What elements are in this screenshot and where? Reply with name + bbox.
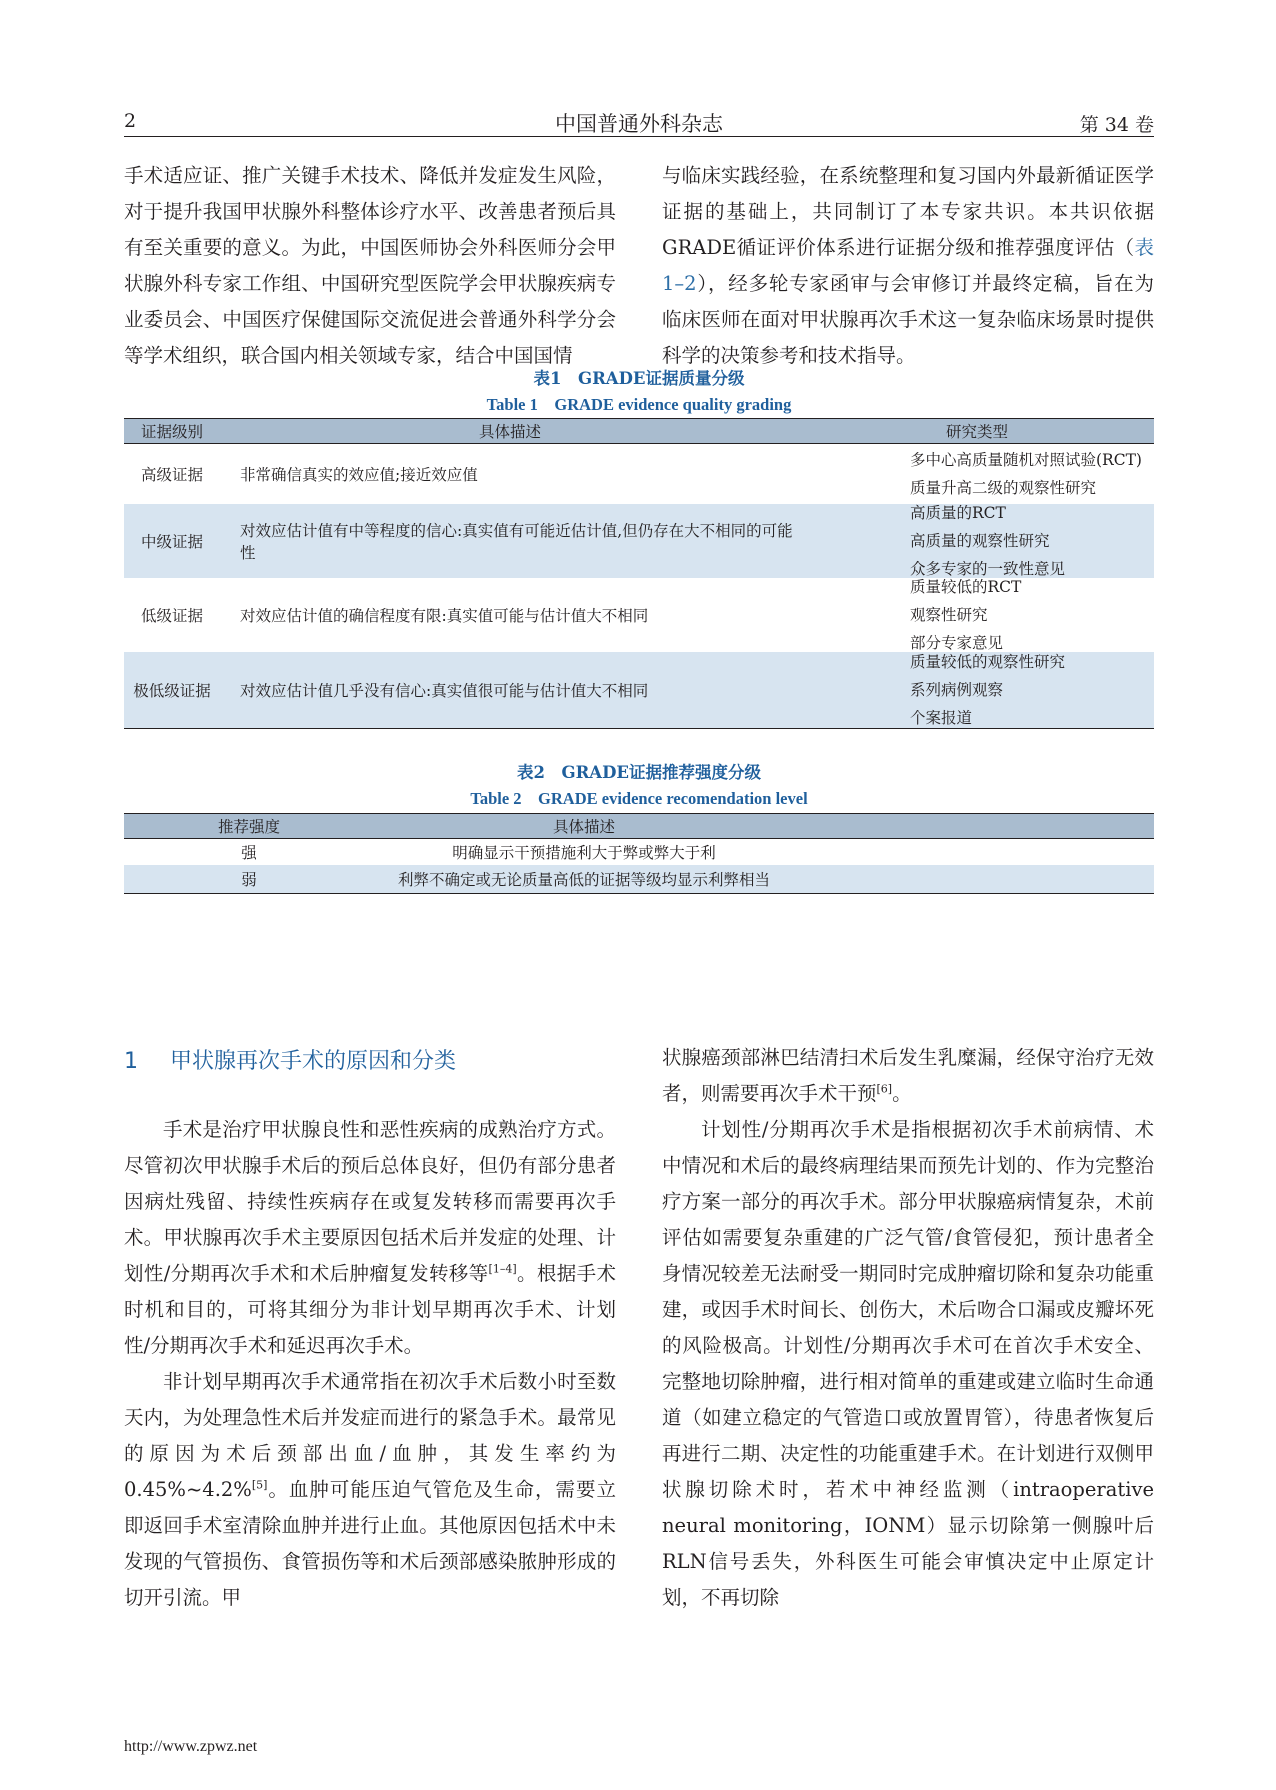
table1-header-level: 证据级别 <box>140 423 203 441</box>
table1-desc: 非常确信真实的效应值;接近效应值 <box>240 466 478 484</box>
body-text: 。根据手术时机和目的，可将其细分为非计划早期再次手术、计划性/分期再次手术和延迟再次手术。 <box>124 1262 616 1357</box>
table2-header-desc: 具体描述 <box>552 818 615 836</box>
table-reference-link[interactable]: 表1–2 <box>662 236 1154 295</box>
table2-desc: 利弊不确定或无论质量高低的证据等级均显示利弊相当 <box>397 871 770 889</box>
page-number: 2 <box>124 110 137 132</box>
intro-text-end: ），经多轮专家函审与会审修订并最终定稿，旨在为临床医师在面对甲状腺再次手术这一复杂临床场景时提供科学的决策参考和技术指导。 <box>662 272 1154 367</box>
table1-header-row <box>124 418 1154 444</box>
table2-strength: 强 <box>241 844 257 862</box>
table2-strength: 弱 <box>241 871 257 889</box>
body-text: 。 <box>892 1082 912 1105</box>
table-row <box>124 865 1154 893</box>
citation[interactable]: [1–4] <box>488 1262 517 1276</box>
table1-caption-cn: 表1 GRADE证据质量分级 <box>533 369 745 388</box>
table-row <box>124 839 1154 865</box>
table1-bottom-rule <box>124 728 1154 729</box>
intro-right-paragraph <box>662 158 1154 374</box>
table1-types <box>910 652 1154 728</box>
table1-type-item: 观察性研究 <box>910 606 988 624</box>
body-paragraph: 计划性/分期再次手术是指根据初次手术前病情、术中情况和术后的最终病理结果而预先计划的、作为完整治疗方案一部分的再次手术。部分甲状腺癌病情复杂，术前评估如需要复杂重建的广泛气管/食管侵犯，预计患者全身情况较差无法耐受一期同时完成肿瘤切除和复杂功能重建，或因手术时间长、创伤大，术后吻合口漏或皮瓣坏死的风险极高。计划性/分期再次手术可在首次手术安全、完整地切除肿瘤，进行相对简单的重建或建立临时生命通道（如建立稳定的气管造口或放置胃管），待患者恢复后再进行二期、决定性的功能重建手术。在计划进行双侧甲状腺切除术时，若术中神经监测（intraoperative neural monitoring，IONM）显示切除第一侧腺叶后RLN信号丢失，外科医生可能会审慎决定中止原定计划，不再切除 <box>662 1118 1154 1609</box>
body-paragraph <box>124 1112 616 1364</box>
table2-caption-en: Table 2 GRADE evidence recomendation level <box>470 789 808 808</box>
table1-level: 极低级证据 <box>133 682 211 700</box>
table1-type-item: 质量升高二级的观察性研究 <box>910 479 1097 497</box>
table1-type-item: 质量较低的观察性研究 <box>910 653 1066 671</box>
table1-header-type: 研究类型 <box>945 423 1008 441</box>
table1-type-item: 个案报道 <box>910 709 973 727</box>
table1-type-item: 系列病例观察 <box>910 681 1004 699</box>
table2-header-row <box>124 813 1154 839</box>
table1-level: 高级证据 <box>140 466 203 484</box>
volume-label: 第 34 卷 <box>1079 114 1154 136</box>
body-text: 非计划早期再次手术通常指在初次手术后数小时至数天内，为处理急性术后并发症而进行的紧急手术。最常见的原因为术后颈部出血/血肿，其发生率约为0.45%~4.2% <box>124 1370 616 1501</box>
section-title: 甲状腺再次手术的原因和分类 <box>170 1049 457 1074</box>
table-row <box>124 504 1154 578</box>
section-number: 1 <box>124 1049 138 1074</box>
footer-url[interactable]: http://www.zpwz.net <box>124 1738 258 1755</box>
body-right-column <box>662 1040 1154 1616</box>
table-row <box>124 444 1154 504</box>
table-row <box>124 578 1154 652</box>
intro-left-paragraph: 手术适应证、推广关键手术技术、降低并发症发生风险，对于提升我国甲状腺外科整体诊疗水平、改善患者预后具有至关重要的意义。为此，中国医师协会外科医师分会甲状腺外科专家工作组、中国研究型医院学会甲状腺疾病专业委员会、中国医疗保健国际交流促进会普通外科学分会等学术组织，联合国内相关领域专家，结合中国国情 <box>124 164 616 367</box>
body-text: 手术是治疗甲状腺良性和恶性疾病的成熟治疗方式。尽管初次甲状腺手术后的预后总体良好，但仍有部分患者因病灶残留、持续性疾病存在或复发转移而需要再次手术。甲状腺再次手术主要原因包括术后并发症的处理、计划性/分期再次手术和术后肿瘤复发转移等 <box>124 1118 616 1285</box>
table1-types <box>910 578 1154 652</box>
table1-level: 中级证据 <box>140 533 203 551</box>
table1-types <box>910 504 1154 578</box>
intro-left-column <box>124 158 616 374</box>
intro-text: 与临床实践经验，在系统整理和复习国内外最新循证医学证据的基础上，共同制订了本专家共识。本共识依据GRADE循证评价体系进行证据分级和推荐强度评估（ <box>662 164 1154 259</box>
body-text: 。血肿可能压迫气管危及生命，需要立即返回手术室清除血肿并进行止血。其他原因包括术中未发现的气管损伤、食管损伤等和术后颈部感染脓肿形成的切开引流。甲 <box>124 1478 616 1609</box>
table1-caption-en: Table 1 GRADE evidence quality grading <box>486 395 792 414</box>
table2 <box>124 813 1154 903</box>
table1-types <box>910 444 1154 504</box>
table1-type-item: 众多专家的一致性意见 <box>910 560 1066 578</box>
table1-type-item: 部分专家意见 <box>910 634 1004 652</box>
table1-type-item: 质量较低的RCT <box>910 578 1022 596</box>
table1-desc: 对效应估计值有中等程度的信心:真实值有可能近估计值,但仍存在大不相同的可能性 <box>240 522 793 562</box>
table1-type-item: 高质量的RCT <box>910 504 1006 522</box>
table2-header-strength: 推荐强度 <box>217 818 280 836</box>
journal-name: 中国普通外科杂志 <box>555 112 723 136</box>
table1-desc: 对效应估计值几乎没有信心:真实值很可能与估计值大不相同 <box>240 682 649 700</box>
table2-caption-cn: 表2 GRADE证据推荐强度分级 <box>517 763 761 782</box>
table1-header-desc: 具体描述 <box>478 423 541 441</box>
table1 <box>124 418 1154 727</box>
body-paragraph <box>662 1040 1154 1112</box>
section-heading <box>124 1044 616 1080</box>
intro-right-column <box>662 158 1154 374</box>
table-row <box>124 652 1154 728</box>
body-text: 状腺癌颈部淋巴结清扫术后发生乳糜漏，经保守治疗无效者，则需要再次手术干预 <box>662 1046 1154 1105</box>
table2-bottom-rule <box>124 893 1154 894</box>
citation[interactable]: [5] <box>251 1478 268 1492</box>
table1-desc: 对效应估计值的确信程度有限:真实值可能与估计值大不相同 <box>240 607 649 625</box>
table1-level: 低级证据 <box>140 607 203 625</box>
body-left-column <box>124 1112 616 1616</box>
table2-desc: 明确显示干预措施利大于弊或弊大于利 <box>452 844 716 862</box>
table1-type-item: 高质量的观察性研究 <box>910 532 1050 550</box>
table1-type-item: 多中心高质量随机对照试验(RCT) <box>910 451 1142 469</box>
citation[interactable]: [6] <box>876 1082 893 1096</box>
body-paragraph <box>124 1364 616 1616</box>
running-header <box>124 108 1154 137</box>
